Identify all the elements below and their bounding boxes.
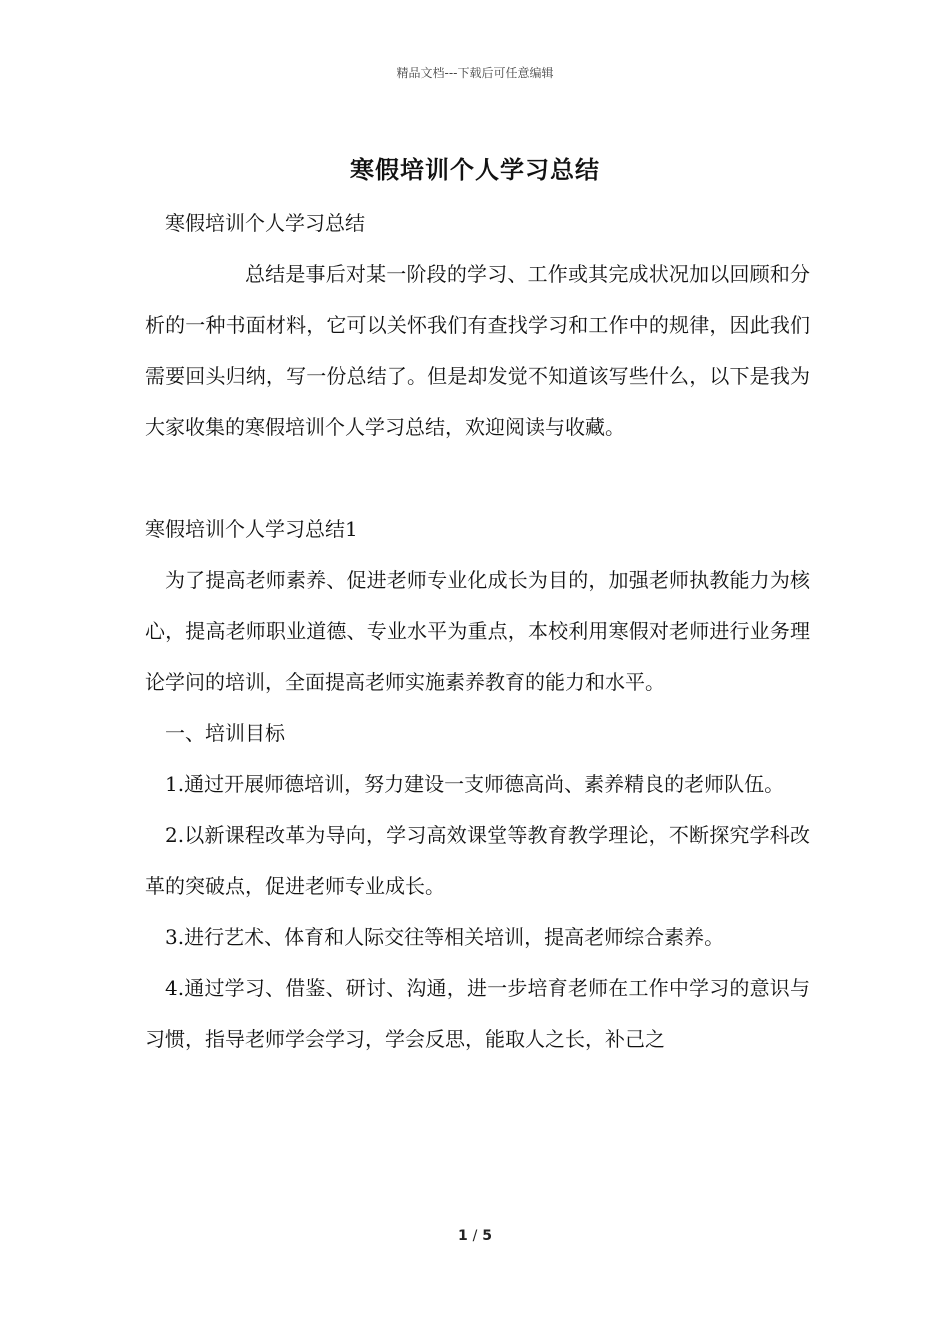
document-title: 寒假培训个人学习总结 [350, 155, 600, 184]
body-paragraph: 为了提高老师素养、促进老师专业化成长为目的，加强老师执教能力为核心，提高老师职业道德、专业水平为重点，本校利用寒假对老师进行业务理论学问的培训，全面提高老师实施素养教育的能力和水平。 [145, 568, 810, 694]
page-separator: / [472, 1228, 478, 1244]
subtitle-paragraph: 寒假培训个人学习总结 [165, 211, 365, 235]
subheading: 一、培训目标 [165, 721, 285, 745]
list-item: 2.以新课程改革为导向，学习高效课堂等教育教学理论，不断探究学科改革的突破点，促进老师专业成长。 [145, 823, 810, 898]
page-current: 1 [458, 1228, 468, 1244]
blank-line [145, 453, 810, 504]
page-total: 5 [482, 1228, 492, 1244]
page-header: 精品文档---下载后可任意编辑 [396, 66, 554, 80]
list-item: 4.通过学习、借鉴、研讨、沟通，进一步培育老师在工作中学习的意识与习惯，指导老师学会学习，学会反思，能取人之长，补己之 [145, 976, 810, 1051]
list-item: 1.通过开展师德培训，努力建设一支师德高尚、素养精良的老师队伍。 [165, 772, 785, 796]
document-body [145, 198, 810, 1065]
page-number [0, 1228, 950, 1244]
intro-paragraph: 总结是事后对某一阶段的学习、工作或其完成状况加以回顾和分析的一种书面材料，它可以关怀我们有查找学习和工作中的规律，因此我们需要回头归纳，写一份总结了。但是却发觉不知道该写些什么，以下是我为大家收集的寒假培训个人学习总结，欢迎阅读与收藏。 [145, 262, 810, 439]
section-heading: 寒假培训个人学习总结1 [145, 517, 358, 541]
list-item: 3.进行艺术、体育和人际交往等相关培训，提高老师综合素养。 [165, 925, 725, 949]
